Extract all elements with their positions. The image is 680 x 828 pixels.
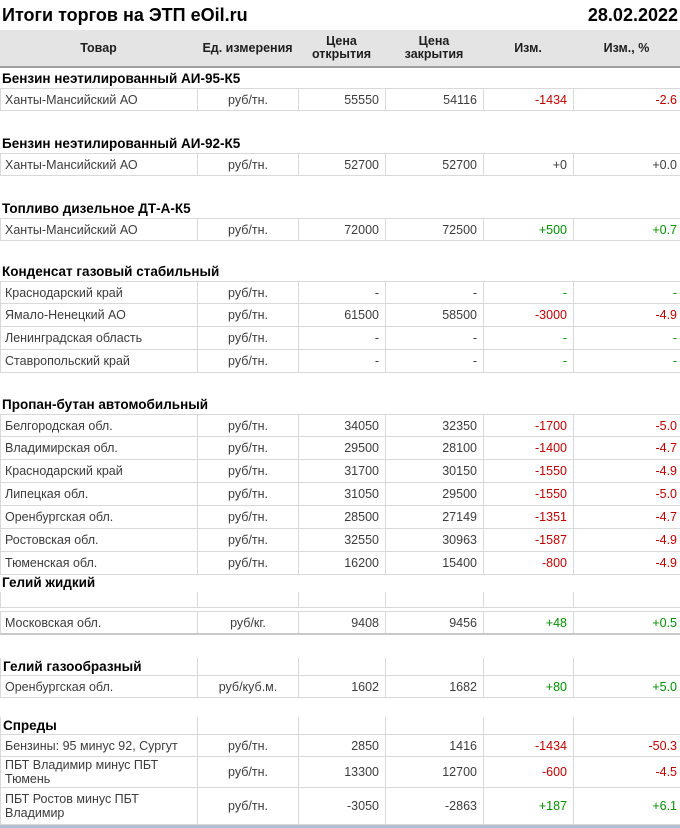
- region-cell: Ставропольский край: [1, 350, 198, 372]
- change-cell: +80: [484, 676, 574, 697]
- section-title-ai95: Бензин неэтилированный АИ-95-К5: [2, 71, 241, 86]
- open-price-cell: 72000: [299, 219, 386, 240]
- column-header-change: Изм.: [514, 40, 542, 55]
- open-price-cell: 32550: [299, 529, 386, 551]
- change-pct-cell: -4.9: [574, 552, 680, 574]
- change-pct-cell: -: [574, 282, 680, 303]
- unit-cell: руб/тн.: [198, 552, 299, 574]
- region-cell: Липецкая обл.: [1, 483, 198, 505]
- change-cell: -1400: [484, 437, 574, 459]
- close-price-cell: 1416: [386, 735, 484, 756]
- region-cell: Оренбургская обл.: [1, 506, 198, 528]
- section-title-lpg: Пропан-бутан автомобильный: [2, 397, 209, 412]
- unit-cell: руб/тн.: [198, 282, 299, 303]
- change-cell: -800: [484, 552, 574, 574]
- section-title-cell: [1, 717, 198, 734]
- table-row: [0, 788, 680, 825]
- close-price-cell: 1682: [386, 676, 484, 697]
- region-cell: Тюменская обл.: [1, 552, 198, 574]
- region-cell: Белгородская обл.: [1, 415, 198, 436]
- section-rows: [0, 734, 680, 825]
- empty-cell: [198, 658, 299, 675]
- spread-name-cell: Бензины: 95 минус 92, Сургут: [1, 735, 198, 756]
- close-price-cell: 12700: [386, 757, 484, 787]
- empty-cell: [1, 592, 198, 607]
- open-price-cell: -3050: [299, 788, 386, 824]
- section-gap: [0, 176, 680, 198]
- column-header-change-pct: Изм., %: [603, 40, 650, 55]
- open-price-cell: 61500: [299, 304, 386, 326]
- unit-cell: руб/тн.: [198, 788, 299, 824]
- region-cell: Оренбургская обл.: [1, 676, 198, 697]
- open-price-cell: -: [299, 350, 386, 372]
- empty-cell: [198, 592, 299, 607]
- table-row: [0, 552, 680, 575]
- unit-cell: руб/тн.: [198, 219, 299, 240]
- empty-cell: [198, 717, 299, 734]
- close-price-cell: 54116: [386, 89, 484, 110]
- change-cell: +48: [484, 612, 574, 633]
- close-price-cell: 28100: [386, 437, 484, 459]
- change-cell: +187: [484, 788, 574, 824]
- region-cell: Ханты-Мансийский АО: [1, 154, 198, 175]
- unit-cell: руб/тн.: [198, 415, 299, 436]
- column-header-row: [0, 30, 680, 68]
- table-row: [0, 506, 680, 529]
- empty-cell: [299, 717, 386, 734]
- change-cell: -: [484, 327, 574, 349]
- unit-cell: руб/тн.: [198, 506, 299, 528]
- empty-cell: [386, 658, 484, 675]
- section-rows: [0, 281, 680, 373]
- table-row: [0, 437, 680, 460]
- page-title: Итоги торгов на ЭТП eOil.ru: [2, 4, 248, 25]
- unit-cell: руб/тн.: [198, 437, 299, 459]
- unit-cell: руб/тн.: [198, 89, 299, 110]
- change-pct-cell: +5.0: [574, 676, 680, 697]
- unit-cell: руб/тн.: [198, 483, 299, 505]
- region-cell: Краснодарский край: [1, 282, 198, 303]
- change-pct-cell: -4.7: [574, 437, 680, 459]
- open-price-cell: 31050: [299, 483, 386, 505]
- section-gap: [0, 241, 680, 262]
- empty-cell: [574, 658, 680, 675]
- table-row: [0, 529, 680, 552]
- unit-cell: руб/кг.: [198, 612, 299, 633]
- close-price-cell: 29500: [386, 483, 484, 505]
- section-title-cell: [1, 658, 198, 675]
- section-rows: [0, 675, 680, 698]
- open-price-cell: 55550: [299, 89, 386, 110]
- region-cell: Ростовская обл.: [1, 529, 198, 551]
- table-row: [0, 304, 680, 327]
- change-cell: +0: [484, 154, 574, 175]
- section-title-diesel: Топливо дизельное ДТ-А-К5: [2, 201, 191, 216]
- section-title-helium-liquid: Гелий жидкий: [2, 575, 96, 590]
- unit-cell: руб/тн.: [198, 304, 299, 326]
- change-pct-cell: -50.3: [574, 735, 680, 756]
- open-price-cell: 28500: [299, 506, 386, 528]
- empty-cell: [484, 717, 574, 734]
- table-row: [0, 483, 680, 506]
- close-price-cell: 27149: [386, 506, 484, 528]
- section-rows: [0, 611, 680, 635]
- close-price-cell: 58500: [386, 304, 484, 326]
- section-title-ai92: Бензин неэтилированный АИ-92-К5: [2, 136, 241, 151]
- region-cell: Ханты-Мансийский АО: [1, 219, 198, 240]
- section-rows: [0, 88, 680, 111]
- close-price-cell: -2863: [386, 788, 484, 824]
- close-price-cell: 72500: [386, 219, 484, 240]
- open-price-cell: 34050: [299, 415, 386, 436]
- open-price-cell: -: [299, 327, 386, 349]
- section-gap: [0, 111, 680, 133]
- empty-cell: [299, 592, 386, 607]
- change-cell: -600: [484, 757, 574, 787]
- table-row: [0, 757, 680, 788]
- close-price-cell: 9456: [386, 612, 484, 633]
- close-price-cell: -: [386, 327, 484, 349]
- table-row: [0, 153, 680, 176]
- change-pct-cell: -: [574, 327, 680, 349]
- empty-cell: [484, 592, 574, 607]
- spread-name-cell: ПБТ Ростов минус ПБТ Владимир: [1, 788, 198, 824]
- table-row: [0, 218, 680, 241]
- unit-cell: руб/тн.: [198, 327, 299, 349]
- change-cell: -1434: [484, 735, 574, 756]
- change-pct-cell: -4.7: [574, 506, 680, 528]
- change-pct-cell: +0.7: [574, 219, 680, 240]
- section-title-row: [0, 658, 680, 675]
- change-pct-cell: -4.9: [574, 529, 680, 551]
- change-pct-cell: -5.0: [574, 415, 680, 436]
- close-price-cell: 52700: [386, 154, 484, 175]
- change-pct-cell: -2.6: [574, 89, 680, 110]
- unit-cell: руб/тн.: [198, 350, 299, 372]
- change-pct-cell: -4.9: [574, 460, 680, 482]
- table-row: [0, 327, 680, 350]
- region-cell: Московская обл.: [1, 612, 198, 633]
- open-price-cell: -: [299, 282, 386, 303]
- column-header-open-price: Цена открытия: [311, 34, 372, 61]
- change-cell: -1550: [484, 460, 574, 482]
- open-price-cell: 2850: [299, 735, 386, 756]
- table-row: [0, 460, 680, 483]
- change-cell: -: [484, 350, 574, 372]
- empty-bordered-row: [0, 592, 680, 608]
- region-cell: Ямало-Ненецкий АО: [1, 304, 198, 326]
- empty-cell: [484, 658, 574, 675]
- table-row: [0, 611, 680, 635]
- open-price-cell: 31700: [299, 460, 386, 482]
- unit-cell: руб/тн.: [198, 529, 299, 551]
- change-pct-cell: +0.0: [574, 154, 680, 175]
- title-bar: [0, 0, 680, 30]
- change-cell: -: [484, 282, 574, 303]
- report-date: 28.02.2022: [587, 4, 678, 25]
- close-price-cell: -: [386, 350, 484, 372]
- close-price-cell: 30963: [386, 529, 484, 551]
- change-pct-cell: -4.9: [574, 304, 680, 326]
- change-cell: +500: [484, 219, 574, 240]
- change-pct-cell: +0.5: [574, 612, 680, 633]
- section-rows: [0, 414, 680, 575]
- section-title-row: [0, 717, 680, 734]
- unit-cell: руб/тн.: [198, 735, 299, 756]
- change-pct-cell: -4.5: [574, 757, 680, 787]
- close-price-cell: 30150: [386, 460, 484, 482]
- change-cell: -3000: [484, 304, 574, 326]
- table-row: [0, 414, 680, 437]
- change-pct-cell: -5.0: [574, 483, 680, 505]
- table-row: [0, 734, 680, 757]
- empty-cell: [574, 592, 680, 607]
- region-cell: Краснодарский край: [1, 460, 198, 482]
- change-cell: -1351: [484, 506, 574, 528]
- change-cell: -1587: [484, 529, 574, 551]
- unit-cell: руб/тн.: [198, 154, 299, 175]
- region-cell: Владимирская обл.: [1, 437, 198, 459]
- section-title-spreads: Спреды: [3, 718, 57, 733]
- section-gap: [0, 635, 680, 658]
- column-header-unit: Ед. измерения: [202, 40, 293, 55]
- column-header-close-price: Цена закрытия: [404, 34, 464, 61]
- region-cell: Ленинградская область: [1, 327, 198, 349]
- section-rows: [0, 153, 680, 176]
- change-cell: -1550: [484, 483, 574, 505]
- region-cell: Ханты-Мансийский АО: [1, 89, 198, 110]
- column-header-product: Товар: [80, 40, 117, 55]
- table-row: [0, 350, 680, 373]
- change-pct-cell: +6.1: [574, 788, 680, 824]
- change-cell: -1700: [484, 415, 574, 436]
- close-price-cell: 15400: [386, 552, 484, 574]
- open-price-cell: 29500: [299, 437, 386, 459]
- unit-cell: руб/тн.: [198, 757, 299, 787]
- empty-cell: [386, 717, 484, 734]
- empty-cell: [299, 658, 386, 675]
- open-price-cell: 9408: [299, 612, 386, 633]
- close-price-cell: -: [386, 282, 484, 303]
- table-row: [0, 675, 680, 698]
- change-cell: -1434: [484, 89, 574, 110]
- close-price-cell: 32350: [386, 415, 484, 436]
- empty-cell: [386, 592, 484, 607]
- section-title-helium-gas: Гелий газообразный: [3, 659, 142, 674]
- section-gap: [0, 373, 680, 395]
- change-pct-cell: -: [574, 350, 680, 372]
- open-price-cell: 13300: [299, 757, 386, 787]
- empty-cell: [574, 717, 680, 734]
- spread-name-cell: ПБТ Владимир минус ПБТ Тюмень: [1, 757, 198, 787]
- unit-cell: руб/куб.м.: [198, 676, 299, 697]
- section-gap: [0, 698, 680, 717]
- open-price-cell: 16200: [299, 552, 386, 574]
- open-price-cell: 52700: [299, 154, 386, 175]
- section-rows: [0, 218, 680, 241]
- section-title-condensate: Конденсат газовый стабильный: [2, 264, 220, 279]
- table-row: [0, 281, 680, 304]
- table-row: [0, 88, 680, 111]
- open-price-cell: 1602: [299, 676, 386, 697]
- unit-cell: руб/тн.: [198, 460, 299, 482]
